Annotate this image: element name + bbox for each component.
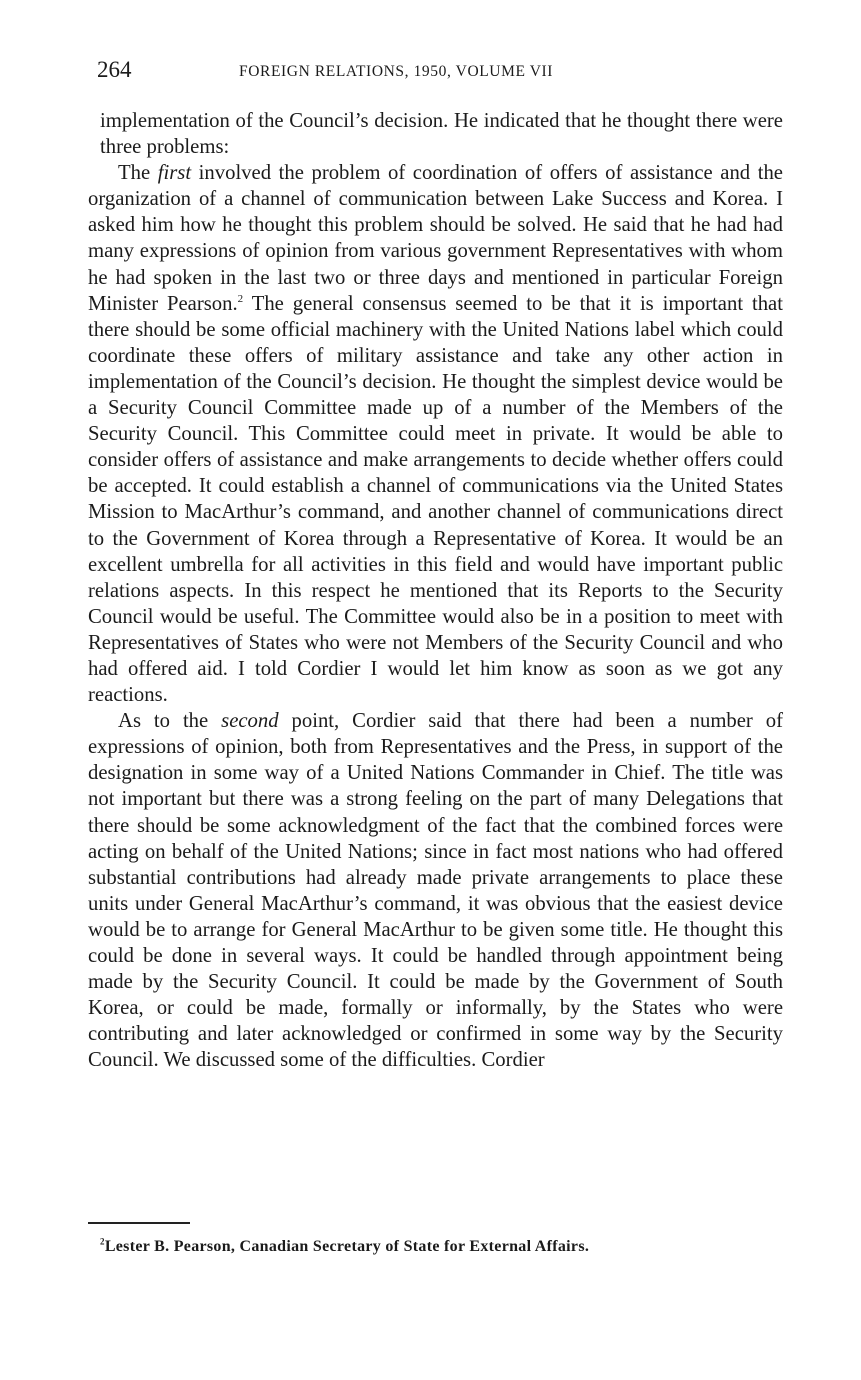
paragraph-lead: The — [118, 162, 158, 185]
emphasis-second: second — [221, 710, 279, 733]
paragraph-text: The general consensus seemed to be that it is important that there should be some official machinery with the United Nations label which could coordinate these offers of military assistance and take any other action in implementation of the Council’s decision. He thought the simplest device would be a Security Council Committee made up of a number of the Members of the Security Council. This Committee could meet in private. It would be able to consider offers of assistance and make arrangements to decide whether offers could be accepted. It could establish a channel of communications via the United States Mission to MacArthur’s command, and another channel of communications direct to the Government of Korea through a Representative of Korea. It would be an excellent umbrella for all activities in this field and would have important public relations aspects. In this respect he mentioned that its Reports to the Security Council would be useful. The Committee would also be in a position to meet with Representatives of States who were not Members of the Security Council and who had offered aid. I told Cordier I would let him know as soon as we got any reactions. — [88, 292, 783, 707]
footnote-reference[interactable]: 2 — [237, 292, 244, 305]
footnote-text: Lester B. Pearson, Canadian Secretary of State for External Affairs. — [104, 1238, 590, 1255]
body-text — [88, 108, 783, 1073]
page-number: 264 — [97, 57, 132, 82]
paragraph-continuation — [100, 108, 783, 160]
footnote-divider — [88, 1222, 190, 1224]
paragraph-text: point, Cordier said that there had been a number of expressions of opinion, both from Representatives and the Press, in support of the designation in some way of a United Nations Commander in Chief. The title was not important but there was a strong feeling on the part of many Delegations that there should be some acknowledgment of the fact that the combined forces were acting on behalf of the United Nations; since in fact most nations who had offered substantial contributions had already made private arrangements to place these units under General MacArthur’s command, it was obvious that the easiest device would be to arrange for General MacArthur to be given some title. He thought this could be done in several ways. It could be handled through appointment being made by the Security Council. It could be made by the Government of South Korea, or could be made, formally or informally, by the States who were contributing and later acknowledged or confirmed in some way by the Security Council. We discussed some of the difficulties. Cordier — [88, 710, 783, 1072]
running-title: FOREIGN RELATIONS, 1950, VOLUME VII — [239, 63, 554, 80]
footnote-marker: 2 — [100, 1236, 105, 1247]
paragraph-text: implementation of the Council’s decision. He indicated that he thought there were three problems: — [100, 110, 783, 159]
paragraph-lead: As to the — [118, 710, 222, 733]
emphasis-first: first — [157, 162, 192, 185]
running-header — [97, 57, 777, 87]
footnote — [100, 1238, 780, 1256]
paragraph-second-point — [88, 708, 783, 1073]
paragraph-text: involved the problem of coordination of offers of assistance and the organization of a channel of communication between Lake Success and Korea. I asked him how he thought this problem should be solved. He said that he had had many expressions of opinion from various government Representatives with whom he had spoken in the last two or three days and mentioned in particular Foreign Minister Pearson. — [88, 162, 783, 315]
paragraph-first-problem — [88, 160, 783, 708]
